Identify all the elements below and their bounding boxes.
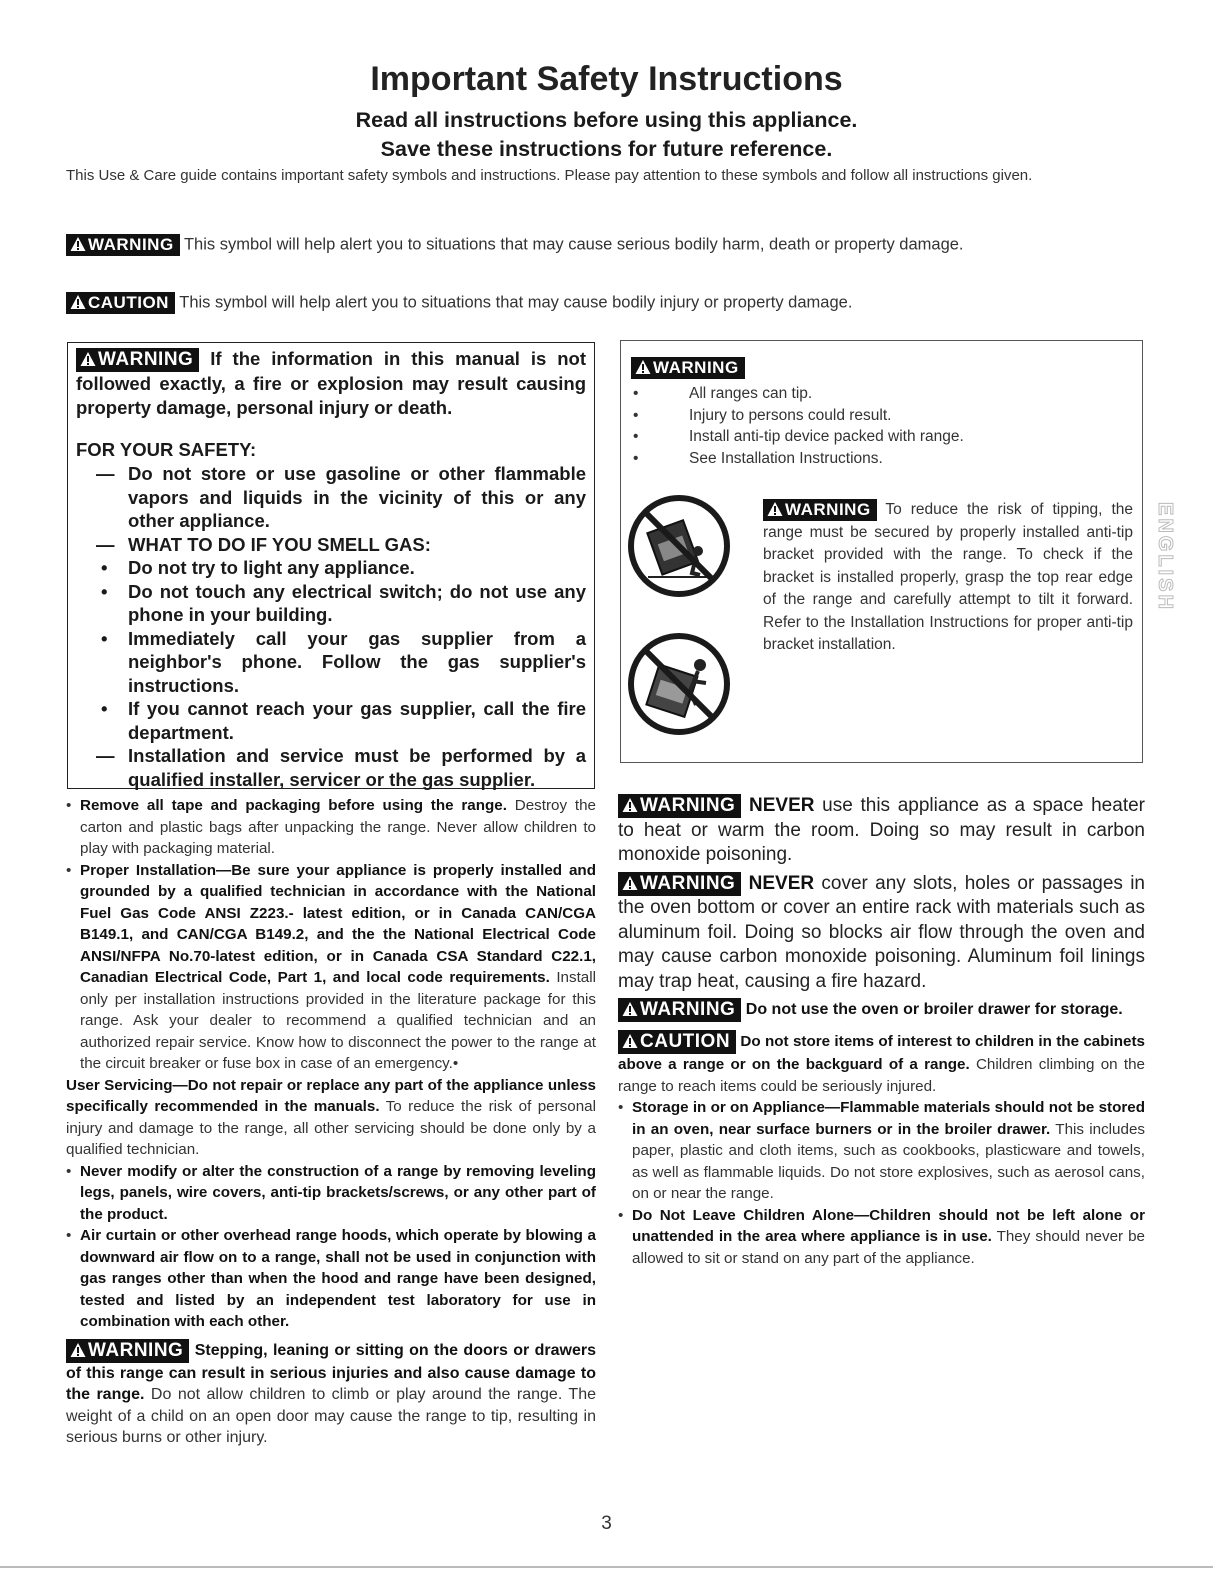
warning-badge: WARNING (66, 1339, 189, 1363)
anti-tip-header (631, 357, 745, 379)
warning-triangle-icon (80, 351, 96, 367)
gas-safety-lead: WARNING If the information in this manual is not followed exactly, a fire or explosion may result causing property damage, personal injury or death. (76, 348, 587, 419)
warning-badge: WARNING (618, 872, 741, 896)
gas-safety-box (67, 342, 595, 789)
warning-triangle-icon (767, 501, 783, 517)
foil-warning: WARNING NEVER cover any slots, holes or passages in the oven bottom or cover an entire rack with materials such as aluminum foil. Doing so blocks air flow through the oven and may cause carbon monoxide poisoning. Aluminum foil linings may trap heat, causing a fire hazard. (618, 872, 1145, 992)
list-item: • Injury to persons could result. (633, 405, 964, 427)
warning-badge: WARNING (618, 794, 741, 818)
subtitle-save: Save these instructions for future reference. (380, 137, 833, 161)
anti-tip-box (620, 340, 1143, 763)
no-tipping-icon (626, 493, 732, 599)
warning-badge: WARNING (66, 234, 180, 256)
safety-item: — Do not store or use gasoline or other flammable vapors and liquids in the vicinity of this or any other appliance. (76, 462, 586, 533)
subtitle-read: Read all instructions before using this appliance. (355, 108, 858, 132)
list-item: • Remove all tape and packaging before using the range. Destroy the carton and plastic bags after unpacking the range. Never allow children to play with packaging material. (66, 795, 596, 860)
page-title: Important Safety Instructions (370, 60, 843, 98)
warning-triangle-icon (622, 1001, 638, 1017)
svg-text:ENGLISH: ENGLISH (1154, 502, 1176, 612)
list-item: • See Installation Instructions. (633, 448, 964, 470)
list-item: • Do Not Leave Children Alone—Children should not be left alone or unattended in the area where appliance is in use. They should never be allowed to sit or stand on any part of the appliance. (618, 1205, 1145, 1270)
warning-triangle-icon (70, 1342, 86, 1358)
language-tab-english (1146, 498, 1176, 653)
safety-item: • Do not touch any electrical switch; do not use any phone in your building. (76, 580, 586, 627)
intro-text: This Use & Care guide contains important safety symbols and instructions. Please pay attention to these symbols and follow all instructions given. (66, 167, 1033, 184)
children-caution: CAUTION Do not store items of interest to children in the cabinets above a range or on the backguard of a range. Children climbing on the range to reach items could be seriously injured. (618, 1031, 1145, 1095)
list-item: • Storage in or on Appliance—Flammable materials should not be stored in an oven, near surface burners or in the broiler drawer. This includes paper, plastic and cloth items, such as cookbooks, plasticware and towels, as well as flammable liquids. Do not store explosives, such as aerosol cans, on or near the range. (618, 1097, 1145, 1205)
for-your-safety-heading: FOR YOUR SAFETY: (76, 439, 257, 461)
list-item: • Proper Installation—Be sure your appliance is properly installed and grounded by a qualified technician in accordance with the National Fuel Gas Code ANSI Z223.- latest edition, or in Canada CAN/CGA B149.1, and CAN/CGA B149.2, and the the National Electrical Code ANSI/NFPA No.70-latest edition, or in Canada CSA Standard C22.1, Canadian Electrical Code, Part 1, and local code requirements. Install only per installation instructions provided in the literature package for this range. Ask your dealer to recommend a qualified technician and an authorized repair service. Know how to disconnect the power to the range at the circuit breaker or fuse box in case of an emergency.• (66, 860, 596, 1075)
right-column (618, 794, 1145, 1269)
safety-item: — Installation and service must be performed by a qualified installer, servicer or the gas supplier. (76, 744, 586, 791)
anti-tip-text: WARNING To reduce the risk of tipping, the range must be secured by properly installed anti-tip bracket provided with the range. To check if the bracket is installed properly, grasp the top rear edge of the range and carefully attempt to tilt it forward. Refer to the Installation Instructions for proper anti-tip bracket installation. (763, 500, 1133, 654)
safety-item: • Do not try to light any appliance. (76, 556, 586, 580)
bottom-rule (0, 1566, 1213, 1568)
caution-symbol-text: This symbol will help alert you to situations that may cause bodily injury or property damage. (179, 293, 853, 312)
list-item: User Servicing—Do not repair or replace any part of the appliance unless specifically recommended in the manuals. To reduce the risk of personal injury and damage to the range, all other servicing should be done only by a qualified technician. (66, 1076, 596, 1158)
safety-item: • If you cannot reach your gas supplier, call the fire department. (76, 697, 586, 744)
safety-item: • Immediately call your gas supplier from a neighbor's phone. Follow the gas supplier's instructions. (76, 627, 586, 698)
list-item: • All ranges can tip. (633, 383, 964, 405)
list-item: • Never modify or alter the construction of a range by removing leveling legs, panels, wire covers, anti-tip brackets/screws, or any other part of the product. (66, 1161, 596, 1226)
warning-badge: WARNING (763, 499, 877, 521)
anti-tip-bullets (633, 383, 964, 469)
warning-triangle-icon (622, 797, 638, 813)
warning-badge: WARNING (76, 348, 199, 372)
caution-badge: CAUTION (618, 1030, 736, 1054)
left-column (66, 795, 596, 1449)
warning-triangle-icon (635, 359, 651, 375)
page-number: 3 (601, 1513, 612, 1534)
list-item: • Air curtain or other overhead range hoods, which operate by blowing a downward air flow on to a range, shall not be used in conjunction with gas ranges other than when the hood and range have been designed, tested and listed by an independent test laboratory for use in combination with each other. (66, 1225, 596, 1333)
no-tipping-icon (626, 631, 732, 737)
list-item: • Install anti-tip device packed with range. (633, 426, 964, 448)
space-heater-warning: WARNING NEVER use this appliance as a space heater to heat or warm the room. Doing so may result in carbon monoxide poisoning. (618, 795, 1145, 866)
caution-badge: CAUTION (66, 292, 175, 314)
warning-symbol-row (66, 234, 964, 256)
warning-triangle-icon (622, 875, 638, 891)
warning-triangle-icon (622, 1033, 638, 1049)
storage-warning: WARNING Do not use the oven or broiler drawer for storage. (618, 998, 1145, 1022)
safety-item: — WHAT TO DO IF YOU SMELL GAS: (76, 533, 586, 557)
warning-triangle-icon (70, 236, 86, 252)
caution-symbol-row (66, 292, 852, 314)
stepping-warning: WARNING Stepping, leaning or sitting on the doors or drawers of this range can result in serious injuries and also cause damage to the range. Do not allow children to climb or play around the range. The weight of a child on an open door may cause the range to tip, resulting in serious burns or other injury. (66, 1339, 596, 1446)
warning-badge: WARNING (631, 357, 745, 379)
warning-triangle-icon (70, 294, 86, 310)
warning-symbol-text: This symbol will help alert you to situations that may cause serious bodily harm, death or property damage. (183, 235, 964, 254)
warning-badge: WARNING (618, 998, 741, 1022)
